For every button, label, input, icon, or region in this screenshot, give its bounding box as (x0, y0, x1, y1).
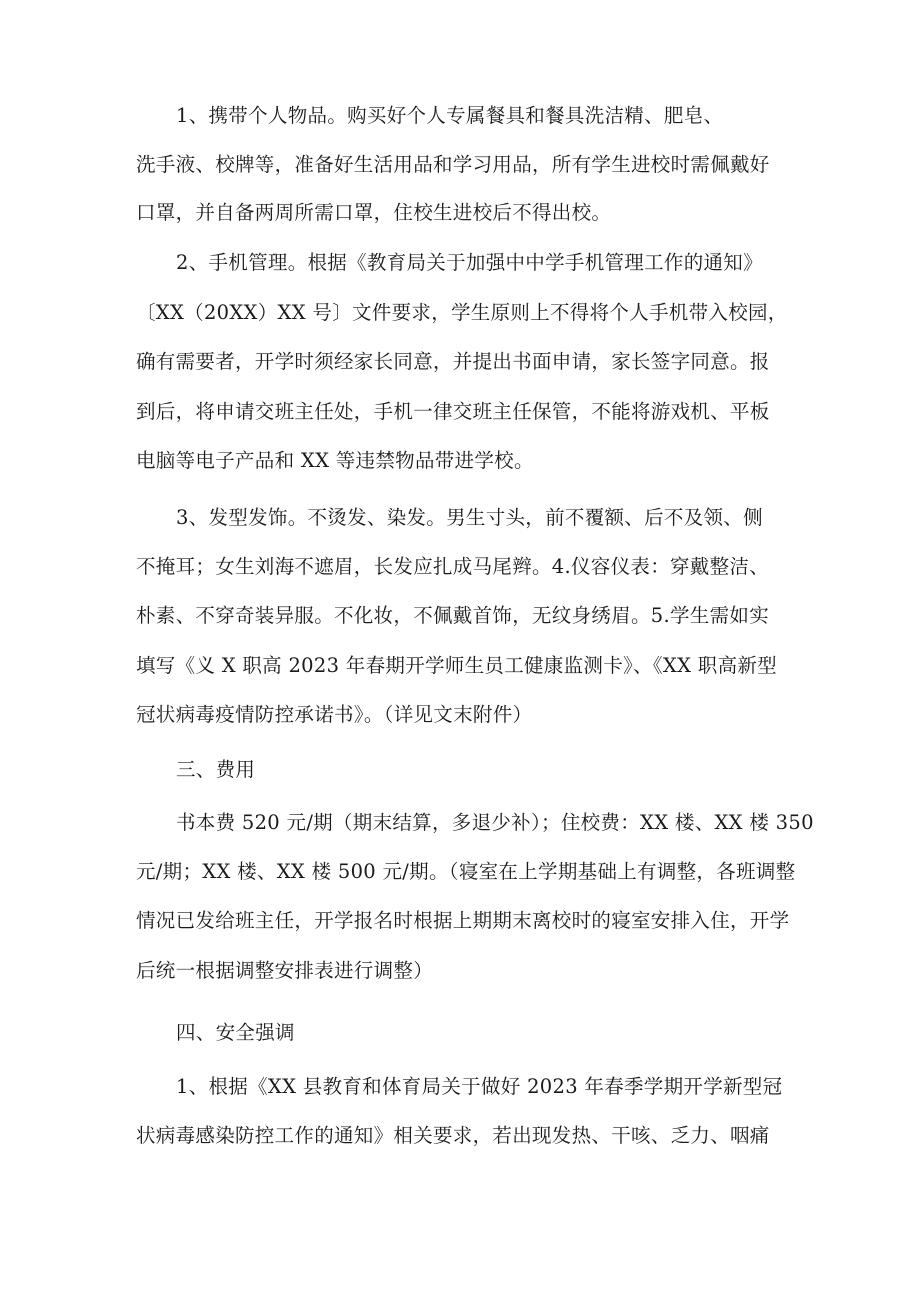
text-line: 3、发型发饰。不烫发、染发。男生寸头，前不覆额、后不及领、侧 (176, 506, 763, 529)
text-line: 洗手液、校牌等，准备好生活用品和学习用品，所有学生进校时需佩戴好 (136, 153, 770, 176)
text-line: 电脑等电子产品和 XX 等违禁物品带进学校。 (136, 449, 534, 472)
text-line: 朴素、不穿奇装异服。不化妆，不佩戴首饰，无纹身绣眉。5.学生需如实 (136, 604, 770, 627)
text-line: 后统一根据调整安排表进行调整） (136, 959, 434, 982)
text-line: 元/期；XX 楼、XX 楼 500 元/期。（寝室在上学期基础上有调整，各班调整 (136, 860, 796, 883)
section-heading: 三、费用 (176, 758, 256, 781)
text-line: 口罩，并自备两周所需口罩，住校生进校后不得出校。 (136, 201, 612, 224)
text-line: 到后，将申请交班主任处，手机一律交班主任保管，不能将游戏机、平板 (136, 400, 770, 423)
text-line: 〔XX（20XX）XX 号〕文件要求，学生原则上不得将个人手机带入校园， (136, 301, 788, 324)
text-line: 状病毒感染防控工作的通知》相关要求，若出现发热、干咳、乏力、咽痛 (136, 1124, 770, 1147)
text-line: 1、携带个人物品。购买好个人专属餐具和餐具洗洁精、肥皂、 (176, 104, 724, 127)
section-heading: 四、安全强调 (176, 1021, 295, 1044)
text-line: 不掩耳；女生刘海不遮眉，长发应扎成马尾辫。4.仪容仪表：穿戴整洁、 (136, 555, 770, 578)
text-line: 冠状病毒疫情防控承诺书》。（详见文末附件） (136, 703, 533, 726)
text-line: 情况已发给班主任，开学报名时根据上期期末离校时的寝室安排入住，开学 (136, 909, 790, 932)
text-line: 填写《义 X 职高 2023 年春期开学师生员工健康监测卡》、《XX 职高新型 (136, 654, 777, 677)
text-line: 2、手机管理。根据《教育局关于加强中中学手机管理工作的通知》 (176, 251, 763, 274)
text-line: 确有需要者，开学时须经家长同意，并提出书面申请，家长签字同意。报 (136, 350, 770, 373)
text-line: 书本费 520 元/期（期末结算，多退少补）；住校费：XX 楼、XX 楼 350 (176, 811, 814, 834)
text-line: 1、根据《XX 县教育和体育局关于做好 2023 年春季学期开学新型冠 (176, 1075, 783, 1098)
